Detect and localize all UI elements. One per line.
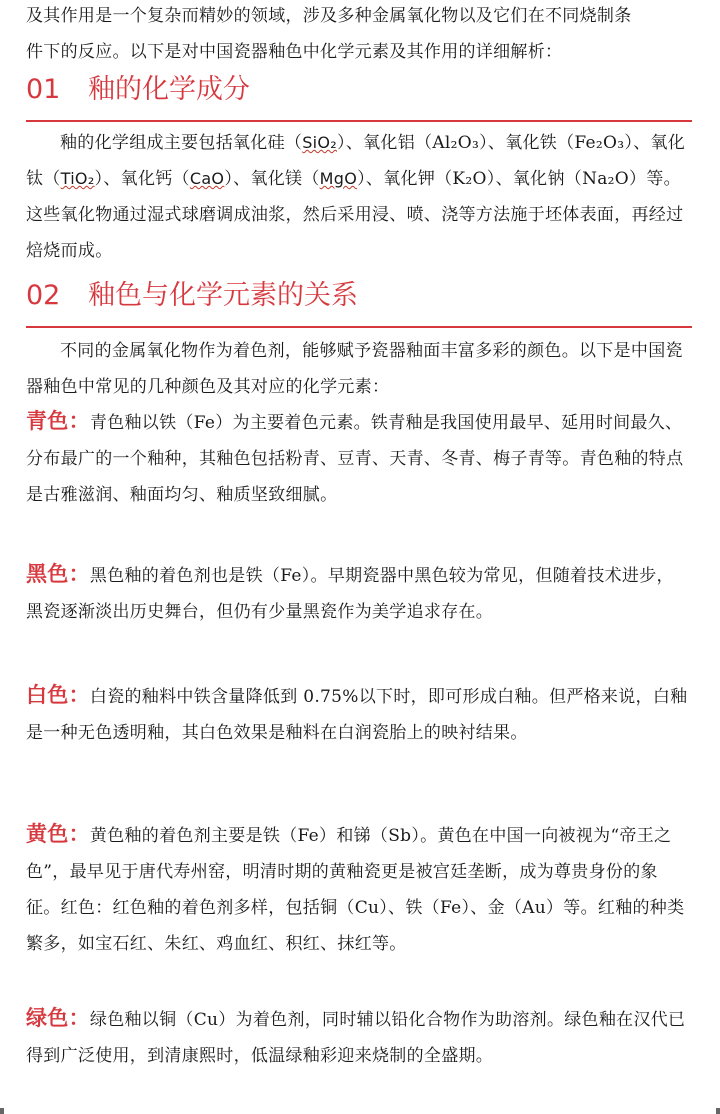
chemical-composition-paragraph (26, 125, 690, 269)
section-heading-1 (26, 70, 692, 110)
section-number: 01 (26, 74, 61, 105)
section-2-body (26, 333, 690, 405)
intro-paragraph (26, 0, 690, 70)
color-entry-yellow (26, 816, 690, 962)
glaze-color-intro: 不同的金属氧化物作为着色剂，能够赋予瓷器釉面丰富多彩的颜色。以下是中国瓷器釉色中常见的几种颜色及其对应的化学元素： (26, 341, 683, 397)
section-number: 02 (26, 280, 61, 311)
color-entry-black (26, 556, 690, 630)
color-description: 黄色釉的着色剂主要是铁（Fe）和锑（Sb）。黄色在中国一向被视为“帝王之色”，最早见于唐代寿州窑，明清时期的黄釉瓷更是被宫廷垄断，成为尊贵身份的象征。红色：红色釉的着色剂多样，包括铜（Cu）、铁（Fe）、金（Au）等。红釉的种类繁多，如宝石红、朱红、鸡血红、积红、抹红等。 (26, 826, 685, 954)
color-label: 白色： (26, 683, 90, 707)
formula-tio2: TiO₂ (60, 169, 95, 188)
formula-cao: CaO (189, 169, 225, 188)
section-title: 釉色与化学元素的关系 (88, 280, 358, 311)
formula-mgo: MgO (319, 169, 358, 188)
color-description: 青色釉以铁（Fe）为主要着色元素。铁青釉是我国使用最早、延用时间最久、分布最广的一个釉种，其釉色包括粉青、豆青、天青、冬青、梅子青等。青色釉的特点是古雅滋润、釉面均匀、釉质坚致细腻。 (26, 413, 684, 505)
color-label: 黑色： (26, 562, 90, 586)
page-corner-mark-right (716, 1108, 720, 1114)
color-description: 绿色釉以铜（Cu）为着色剂，同时辅以铅化合物作为助溶剂。绿色釉在汉代已得到广泛使用，到清康熙时，低温绿釉彩迎来烧制的全盛期。 (26, 1010, 686, 1066)
text-run: 釉的化学组成主要包括氧化硅（ (60, 133, 303, 153)
formula-sio2: SiO₂ (302, 133, 338, 152)
text-run: ）、氧化镁（ (224, 169, 320, 189)
color-entry-white (26, 677, 690, 751)
section-1-body (26, 125, 690, 269)
section-divider-1 (26, 120, 692, 122)
color-entry-cyan (26, 403, 690, 513)
color-label: 黄色： (26, 822, 90, 846)
color-description: 白瓷的釉料中铁含量降低到 0.75%以下时，即可形成白釉。但严格来说，白釉是一种无色透明釉，其白色效果是釉料在白润瓷胎上的映衬结果。 (26, 687, 688, 743)
section-title: 釉的化学成分 (88, 74, 250, 105)
text-run: ）、氧化铝（Al₂O₃）、氧化铁（Fe₂O₃）、氧化钛（ (26, 133, 686, 189)
text-run: ）、氧化钙（ (94, 169, 190, 189)
color-label: 青色： (26, 409, 90, 433)
intro-line-1: 及其作用是一个复杂而精妙的领域，涉及多种金属氧化物以及它们在不同烧制条 (26, 6, 632, 26)
section-heading-2 (26, 276, 692, 316)
intro-line-2: 件下的反应。以下是对中国瓷器釉色中化学元素及其作用的详细解析： (26, 42, 563, 62)
color-label: 绿色： (26, 1006, 90, 1030)
color-description: 黑色釉的着色剂也是铁（Fe）。早期瓷器中黑色较为常见，但随着技术进步，黑瓷逐渐淡出历史舞台，但仍有少量黑瓷作为美学追求存在。 (26, 566, 674, 622)
page-corner-mark-left (0, 1108, 4, 1114)
section-divider-2 (26, 326, 692, 328)
color-entry-green (26, 1000, 690, 1074)
text-run: ）、氧化钾（K₂O）、氧化钠（Na₂O）等。这些氧化物通过湿式球磨调成油浆，然后采用浸、喷、浇等方法施于坯体表面，再经过焙烧而成。 (26, 169, 684, 261)
